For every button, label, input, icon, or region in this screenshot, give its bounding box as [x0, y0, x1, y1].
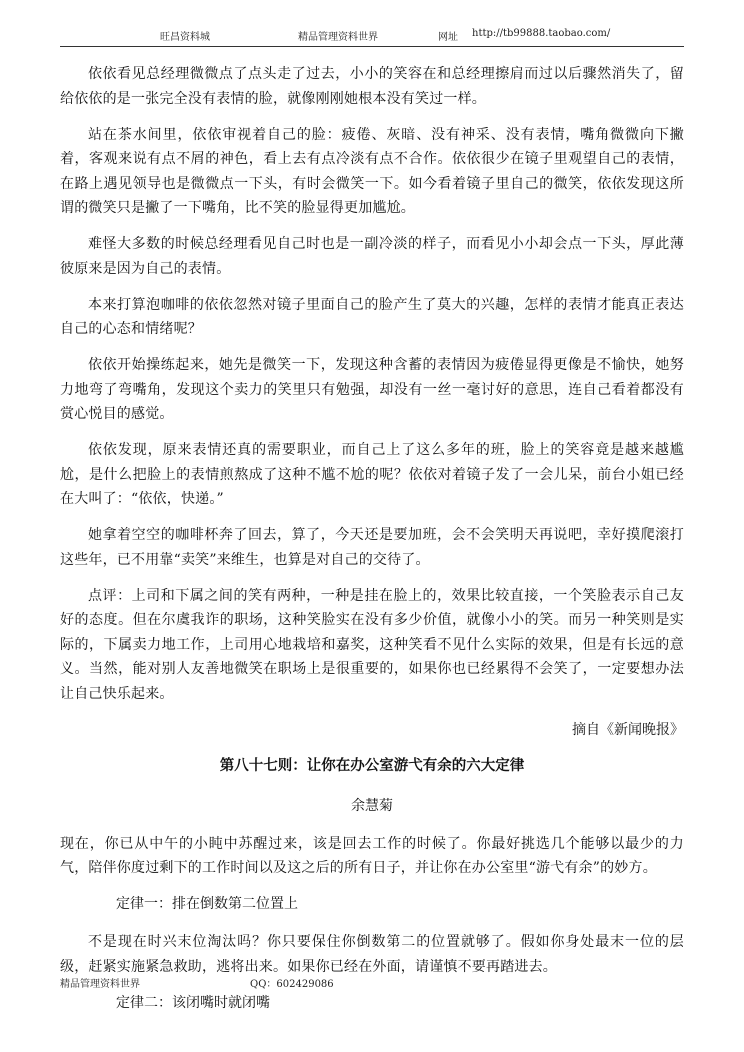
footer-qq: QQ：602429086	[250, 979, 334, 990]
section-title: 第八十七则：让你在办公室游弋有余的六大定律	[219, 757, 525, 774]
intro-paragraph: 现在，你已从中午的小盹中苏醒过来，该是回去工作的时候了。你最好挑选几个能够以最少的力气，陪伴你度过剩下的工作时间以及这之后的所有日子，并让你在办公室里“游弋有余”的妙方。	[60, 835, 684, 876]
commentary-paragraph: 点评：上司和下属之间的笑有两种，一种是挂在脸上的，效果比较直接，一个笑脸表示自己友好的态度。但在尔虞我诈的职场，这种笑脸实在没有多少价值，就像小小的笑。而另一种笑则是实际的，下属卖力地工作，上司用心地栽培和嘉奖，这种笑看不见什么实际的效果，但是有长远的意义。当然，能对别人友善地微笑在职场上是很重要的，如果你也已经累得不会笑了，一定要想办法让自己快乐起来。	[60, 587, 684, 702]
paragraph: 难怪大多数的时候总经理看见自己时也是一副冷淡的样子，而看见小小却会点一下头，厚此薄彼原来是因为自己的表情。	[60, 236, 684, 277]
page-header	[60, 20, 684, 47]
paragraph: 本来打算泡咖啡的依依忽然对镜子里面自己的脸产生了莫大的兴趣，怎样的表情才能真正表达自己的心态和情绪呢？	[60, 296, 684, 337]
paragraph: 她拿着空空的咖啡杯奔了回去，算了，今天还是要加班，会不会笑明天再说吧，幸好摸爬滚打这些年，已不用靠“卖笑”来维生，也算是对自己的交待了。	[60, 527, 684, 568]
rule-1-text: 不是现在时兴末位淘汰吗？你只要保住你倒数第二的位置就够了。假如你身处最末一位的层级，赶紧实施紧急救助，逃将出来。如果你已经在外面，请谨慎不要再踏进去。	[60, 934, 684, 975]
author-name: 余慧菊	[351, 797, 393, 814]
header-site-name: 精品管理资料世界	[298, 32, 378, 43]
document-body	[60, 62, 684, 1029]
paragraph: 依依发现，原来表情还真的需要职业，而自己上了这么多年的班，脸上的笑容竟是越来越尴尬，是什么把脸上的表情煎熬成了这种不尴不尬的呢？依依对着镜子发了一会儿呆，前台小姐已经在大叫了：“依依，快递。”	[60, 442, 684, 507]
header-url: http://tb99888.taobao.com/	[472, 28, 611, 39]
footer-site-name: 精品管理资料世界	[60, 979, 140, 990]
rule-1-title: 定律一：排在倒数第二位置上	[116, 896, 298, 912]
header-url-label: 网址	[438, 32, 458, 43]
header-shop-name: 旺昌资料城	[160, 32, 210, 43]
source-citation: 摘自《新闻晚报》	[572, 721, 684, 738]
paragraph: 依依开始操练起来，她先是微笑一下，发现这种含蓄的表情因为疲倦显得更像是不愉快，她努力地弯了弯嘴角，发现这个卖力的笑里只有勉强，却没有一丝一毫讨好的意思，连自己看着都没有赏心悦目的感觉。	[60, 357, 684, 422]
rule-2-title: 定律二：该闭嘴时就闭嘴	[116, 994, 270, 1011]
paragraph: 依依看见总经理微微点了点头走了过去，小小的笑容在和总经理擦肩而过以后骤然消失了，留给依依的是一张完全没有表情的脸，就像刚刚她根本没有笑过一样。	[60, 66, 684, 107]
paragraph: 站在茶水间里，依依审视着自己的脸：疲倦、灰暗、没有神采、没有表情，嘴角微微向下撇着，客观来说有点不屑的神色，看上去有点冷淡有点不合作。依依很少在镜子里观望自己的表情，在路上遇见领导也是微微点一下头，有时会微笑一下。如今看着镜子里自己的微笑，依依发现这所谓的微笑只是撇了一下嘴角，比不笑的脸显得更加尴尬。	[60, 126, 684, 216]
